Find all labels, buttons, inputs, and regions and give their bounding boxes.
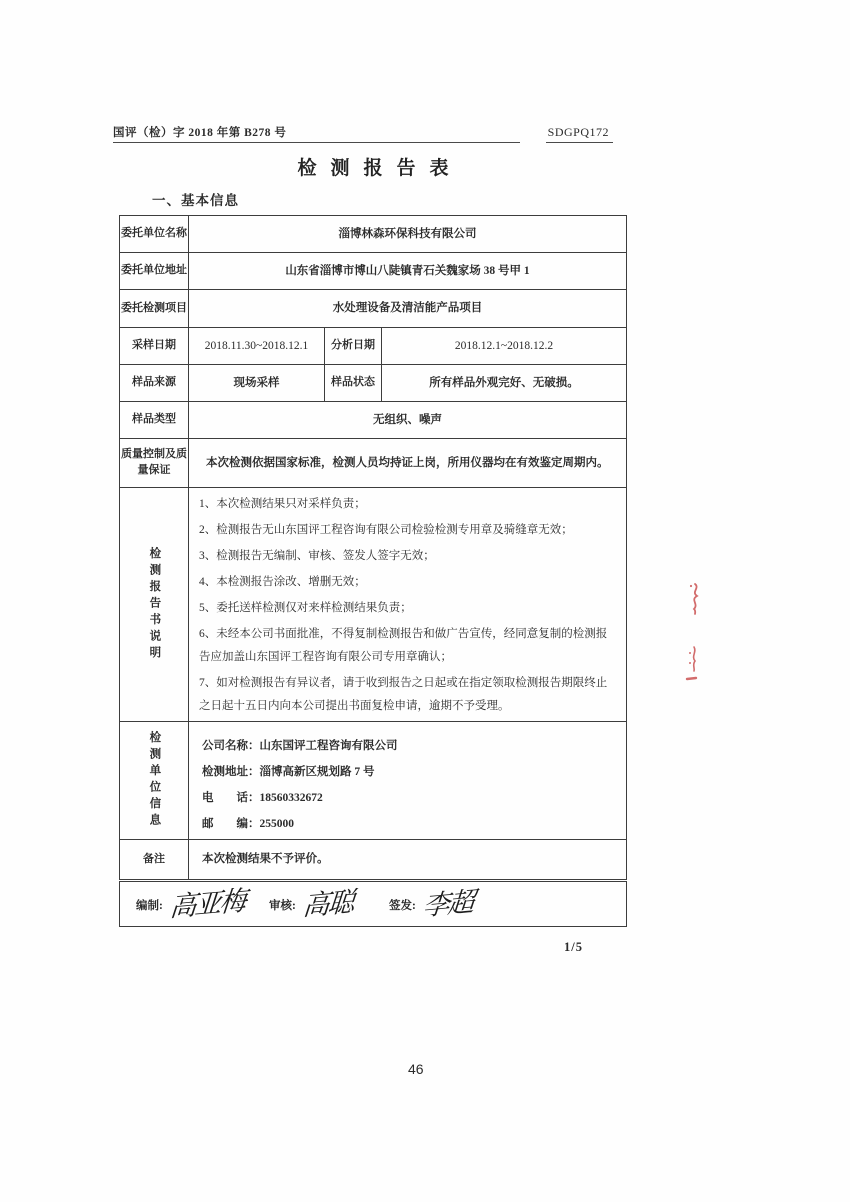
row-label: 委托单位名称 [121, 227, 187, 240]
page-title: 检测报告表 [297, 158, 463, 179]
row-value: 本次检测依据国家标准，检测人员均持证上岗，所用仪器均在有效鉴定周期内。 [188, 439, 626, 487]
table-row [120, 364, 626, 401]
row-label: 样品类型 [132, 413, 176, 426]
prepared-by-signature: 高亚梅 [168, 885, 246, 923]
table-row [120, 721, 626, 839]
row-value: 无组织、噪声 [188, 402, 626, 438]
vertical-label: 检测报告书说明 [148, 546, 161, 663]
row-label: 样品来源 [132, 376, 176, 389]
table-row [120, 289, 626, 327]
row-value: 淄博林森环保科技有限公司 [188, 216, 626, 252]
table-row [120, 401, 626, 438]
vertical-label: 检测单位信息 [148, 731, 161, 830]
report-page-indicator: 1/5 [564, 940, 583, 954]
row-value: 2018.12.1~2018.12.2 [381, 328, 626, 364]
issued-by-group [389, 882, 473, 928]
note-item: 3、检测报告无编制、审核、签发人签字无效； [199, 550, 435, 562]
basic-info-table [119, 215, 627, 880]
table-row [120, 327, 626, 364]
row-label: 委托单位地址 [121, 264, 187, 277]
red-ink-mark [687, 645, 701, 673]
contact-line: 检测地址：淄博高新区规划路 7 号 [202, 766, 375, 778]
row-value: 现场采样 [188, 365, 324, 401]
row-value: 本次检测结果不予评价。 [188, 840, 626, 879]
prepared-by-group [136, 882, 245, 928]
lab-contact-info [188, 722, 626, 839]
issued-by-label: 签发: [389, 900, 416, 912]
row-value: 2018.11.30~2018.12.1 [188, 328, 324, 364]
table-row [120, 438, 626, 487]
document-reference-header [113, 124, 613, 143]
row-label: 质量控制及质量保证 [121, 448, 187, 476]
reviewed-by-signature: 高聪 [301, 886, 354, 922]
note-item: 5、委托送样检测仅对来样检测结果负责； [199, 602, 412, 614]
issued-by-signature: 李超 [421, 886, 474, 922]
reviewed-by-group [269, 882, 353, 928]
prepared-by-label: 编制: [136, 900, 163, 912]
note-item: 2、检测报告无山东国评工程咨询有限公司检验检测专用章及骑缝章无效； [199, 524, 573, 536]
table-row [120, 839, 626, 879]
reviewed-by-label: 审核: [269, 900, 296, 912]
row-label: 采样日期 [132, 339, 176, 352]
row-label: 分析日期 [324, 328, 381, 364]
row-label: 委托检测项目 [121, 301, 187, 314]
signature-box [119, 881, 627, 927]
table-row [120, 252, 626, 289]
contact-line: 公司名称：山东国评工程咨询有限公司 [202, 740, 398, 752]
table-row [120, 487, 626, 721]
row-value: 水处理设备及清洁能产品项目 [188, 290, 626, 327]
contact-line: 邮 编：255000 [202, 818, 294, 830]
row-label: 备注 [143, 852, 165, 865]
note-item: 4、本检测报告涂改、增删无效； [199, 576, 366, 588]
note-item: 1、本次检测结果只对采样负责； [199, 498, 366, 510]
row-value: 山东省淄博市博山八陡镇青石关魏家场 38 号甲 1 [188, 253, 626, 289]
row-label: 样品状态 [324, 365, 381, 401]
row-label [120, 488, 188, 721]
red-ink-mark [686, 582, 704, 616]
doc-number-right: SDGPQ172 [546, 125, 613, 143]
contact-line: 电 话：18560332672 [202, 792, 323, 804]
note-item: 6、未经本公司书面批准，不得复制检测报告和做广告宣传，经同意复制的检测报告应加盖山东国评工程咨询有限公司专用章确认； [199, 628, 608, 663]
scan-page-number: 46 [408, 1061, 424, 1077]
row-label [120, 722, 188, 839]
row-value: 所有样品外观完好、无破损。 [381, 365, 626, 401]
note-item: 7、如对检测报告有异议者，请于收到报告之日起或在指定领取检测报告期限终止之日起十五日内向本公司提出书面复检申请，逾期不予受理。 [199, 677, 608, 712]
doc-number-left: 国评（检）字 2018 年第 B278 号 [113, 124, 520, 143]
section-heading: 一、基本信息 [152, 193, 239, 208]
report-notes-list [188, 488, 626, 721]
table-row [120, 216, 626, 252]
red-ink-mark [685, 674, 699, 684]
